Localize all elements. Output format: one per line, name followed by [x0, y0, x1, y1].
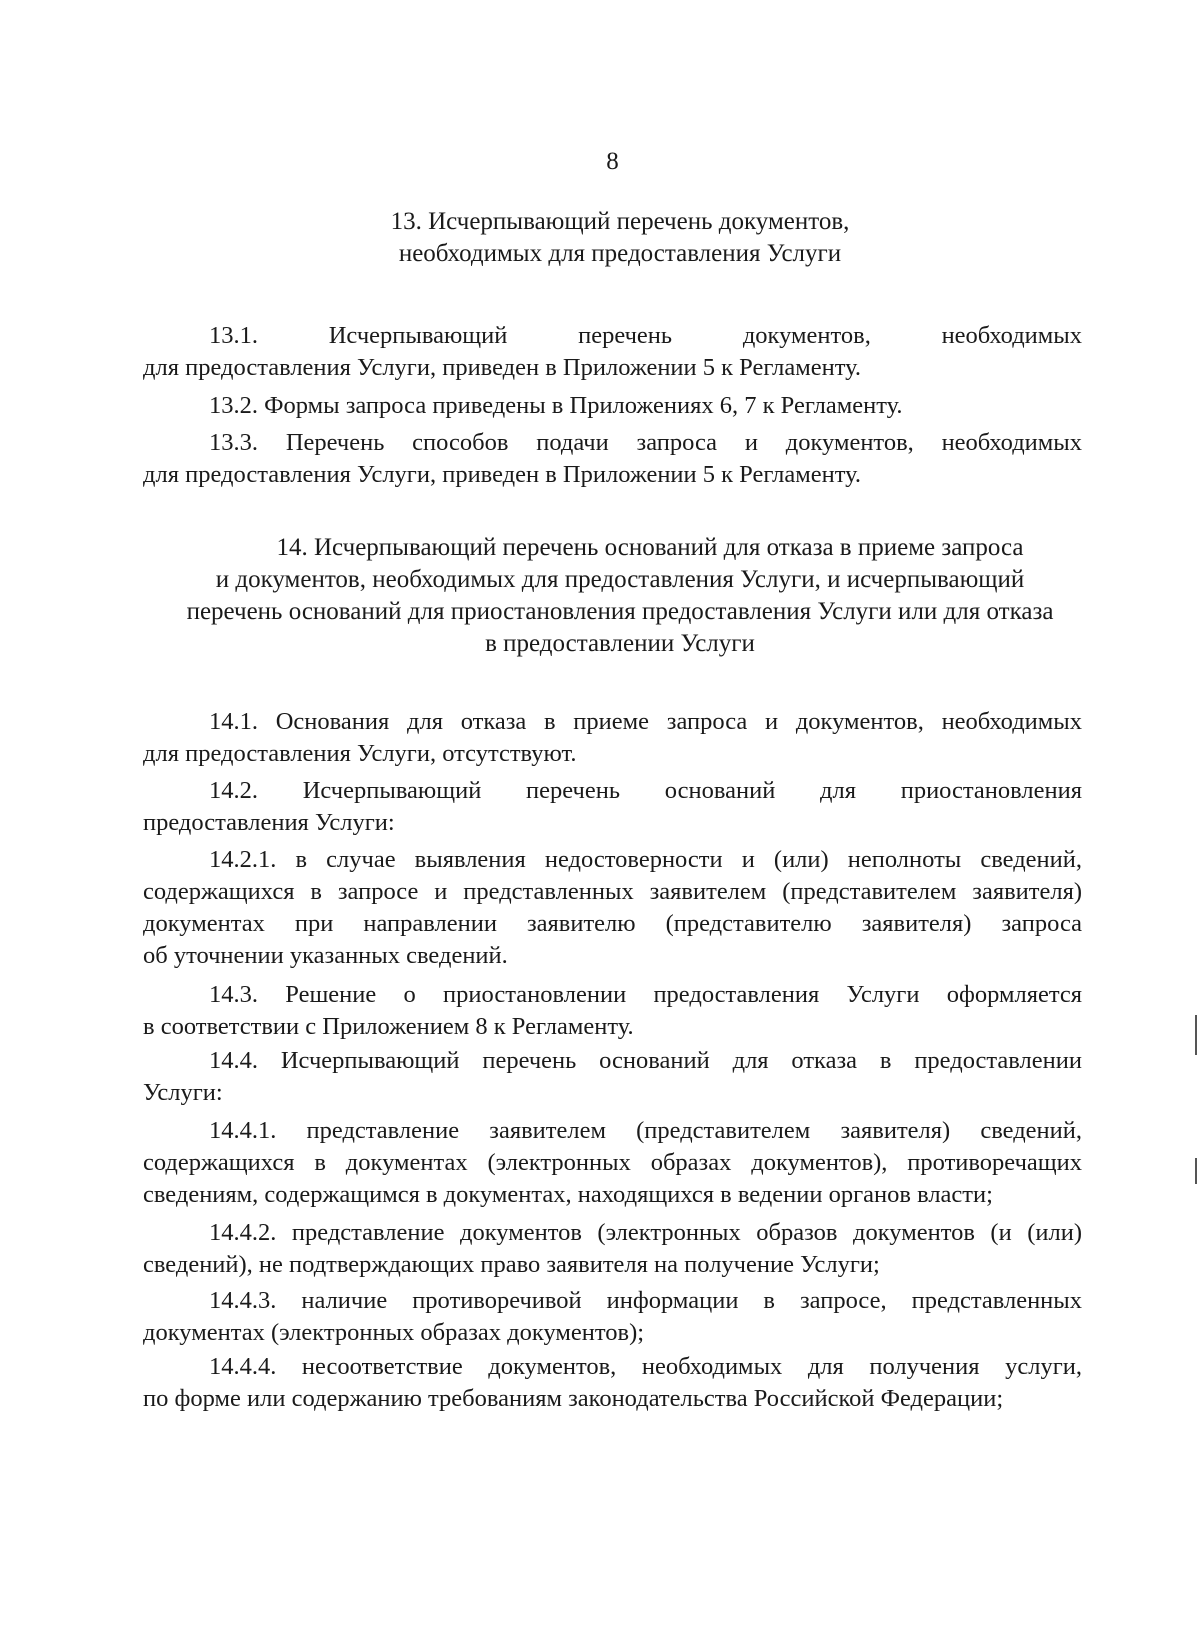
paragraph-14-4-4 [143, 1351, 1082, 1415]
heading-line: в предоставлении Услуги [485, 630, 755, 657]
heading-line: 13. Исчерпывающий перечень документов, [390, 208, 850, 235]
paragraph-13-3 [143, 427, 1082, 491]
paragraph-line: содержащихся в запросе и представленных заявителем (представителем заявителя) [143, 878, 1082, 905]
paragraph-14-2 [143, 775, 1082, 839]
paragraph-14-4-3 [143, 1285, 1082, 1349]
paragraph-14-1 [143, 706, 1082, 770]
paragraph-line: Услуги: [143, 1079, 223, 1106]
paragraph-14-4 [143, 1045, 1082, 1109]
section-14-heading [150, 532, 1090, 660]
page-number: 8 [606, 148, 619, 175]
paragraph-line: 14.4.1. представление заявителем (представителем заявителя) сведений, [209, 1117, 1082, 1144]
heading-line: перечень оснований для приостановления предоставления Услуги или для отказа [186, 598, 1054, 625]
heading-line: и документов, необходимых для предоставления Услуги, и исчерпывающий [215, 566, 1025, 593]
paragraph-14-4-2 [143, 1217, 1082, 1281]
paragraph-14-2-1 [143, 844, 1082, 972]
paragraph-line: 13.2. Формы запроса приведены в Приложениях 6, 7 к Регламенту. [209, 392, 903, 419]
scan-edge-mark [1195, 1158, 1197, 1184]
paragraph-13-1 [143, 320, 1082, 384]
paragraph-line: 13.3. Перечень способов подачи запроса и документов, необходимых [209, 429, 1082, 456]
paragraph-line: для предоставления Услуги, приведен в Приложении 5 к Регламенту. [143, 354, 862, 381]
paragraph-line: 14.3. Решение о приостановлении предоставления Услуги оформляется [209, 981, 1082, 1008]
paragraph-line: документах при направлении заявителю (представителю заявителя) запроса [143, 910, 1082, 937]
paragraph-line: об уточнении указанных сведений. [143, 942, 508, 969]
heading-line: необходимых для предоставления Услуги [398, 240, 842, 267]
paragraph-line: 14.1. Основания для отказа в приеме запроса и документов, необходимых [209, 708, 1082, 735]
paragraph-line: для предоставления Услуги, отсутствуют. [143, 740, 577, 767]
paragraph-line: 14.4.4. несоответствие документов, необходимых для получения услуги, [209, 1353, 1082, 1380]
paragraph-line: 14.4.2. представление документов (электронных образов документов (и (или) [209, 1219, 1082, 1246]
scan-edge-mark [1195, 1015, 1197, 1055]
paragraph-line: сведениям, содержащимся в документах, находящихся в ведении органов власти; [143, 1181, 993, 1208]
paragraph-line: 14.2. Исчерпывающий перечень оснований для приостановления [209, 777, 1082, 804]
paragraph-line: 13.1. Исчерпывающий перечень документов, необходимых [209, 322, 1082, 349]
paragraph-line: сведений), не подтверждающих право заявителя на получение Услуги; [143, 1251, 880, 1278]
paragraph-line: документах (электронных образах документов); [143, 1319, 645, 1346]
paragraph-line: содержащихся в документах (электронных образах документов), противоречащих [143, 1149, 1082, 1176]
paragraph-14-3 [143, 979, 1082, 1043]
paragraph-line: для предоставления Услуги, приведен в Приложении 5 к Регламенту. [143, 461, 862, 488]
paragraph-line: по форме или содержанию требованиям законодательства Российской Федерации; [143, 1385, 1004, 1412]
paragraph-line: 14.4.3. наличие противоречивой информации в запросе, представленных [209, 1287, 1082, 1314]
paragraph-line: предоставления Услуги: [143, 809, 395, 836]
paragraph-line: 14.4. Исчерпывающий перечень оснований для отказа в предоставлении [209, 1047, 1082, 1074]
heading-line: 14. Исчерпывающий перечень оснований для отказа в приеме запроса [276, 534, 1024, 561]
paragraph-line: в соответствии с Приложением 8 к Регламенту. [143, 1013, 634, 1040]
section-13-heading [150, 206, 1090, 270]
paragraph-line: 14.2.1. в случае выявления недостоверности и (или) неполноты сведений, [209, 846, 1082, 873]
paragraph-14-4-1 [143, 1115, 1082, 1211]
paragraph-13-2 [143, 390, 1082, 422]
